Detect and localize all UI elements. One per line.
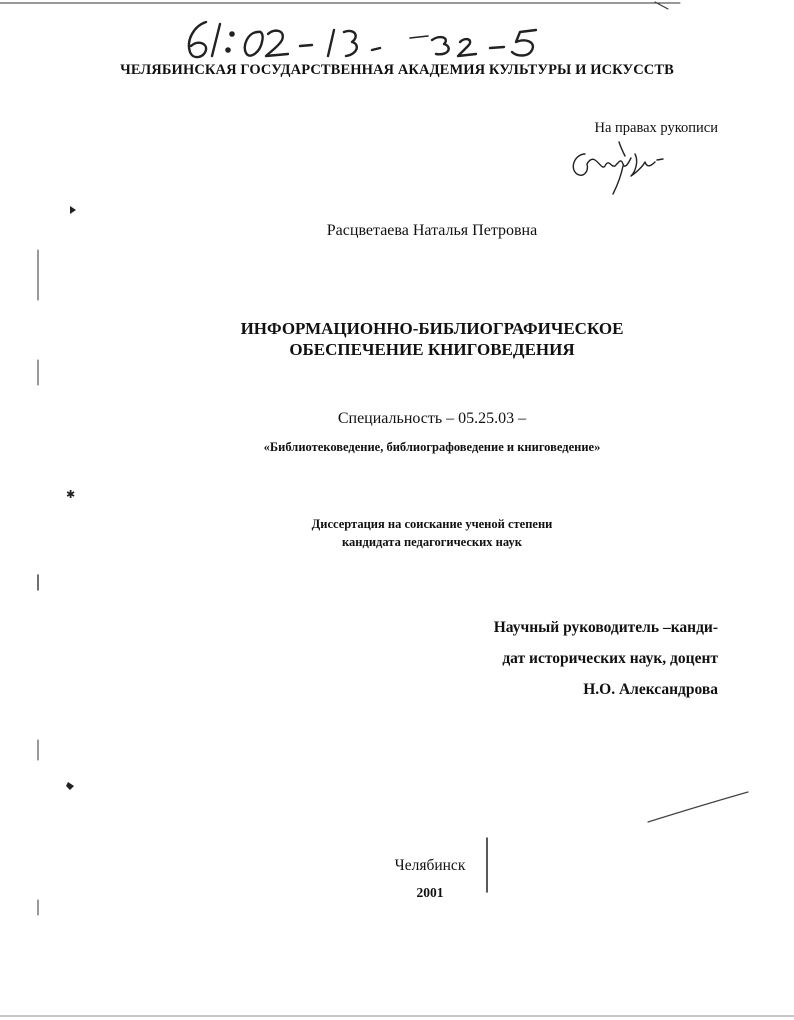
title-line-1: ИНФОРМАЦИОННО-БИБЛИОГРАФИЧЕСКОЕ	[240, 319, 624, 338]
specialty-code: Специальность – 05.25.03 –	[337, 410, 527, 427]
degree-line-1: Диссертация на соискание ученой степени	[311, 517, 553, 531]
advisor-line-2: дат исторических наук, доцент	[502, 650, 718, 667]
specialty-name: «Библиотековедение, библиографоведение и книговедение»	[263, 440, 601, 454]
degree-line-2: кандидата педагогических наук	[342, 535, 522, 549]
institution-name: ЧЕЛЯБИНСКАЯ ГОСУДАРСТВЕННАЯ АКАДЕМИЯ КУЛЬТУРЫ И ИСКУССТВ	[120, 62, 674, 78]
binding-mark	[66, 782, 74, 790]
city: Челябинск	[394, 857, 466, 874]
author-name: Расцветаева Наталья Петровна	[326, 222, 538, 239]
manuscript-note: На правах рукописи	[594, 120, 718, 136]
binding-mark: ✱	[66, 488, 76, 501]
pencil-stroke	[648, 792, 748, 822]
advisor-line-1: Научный руководитель –канди-	[493, 619, 718, 636]
title-line-2: ОБЕСПЕЧЕНИЕ КНИГОВЕДЕНИЯ	[289, 340, 575, 359]
year: 2001	[416, 885, 444, 900]
binding-mark	[70, 206, 76, 214]
advisor-name: Н.О. Александрова	[583, 681, 718, 698]
